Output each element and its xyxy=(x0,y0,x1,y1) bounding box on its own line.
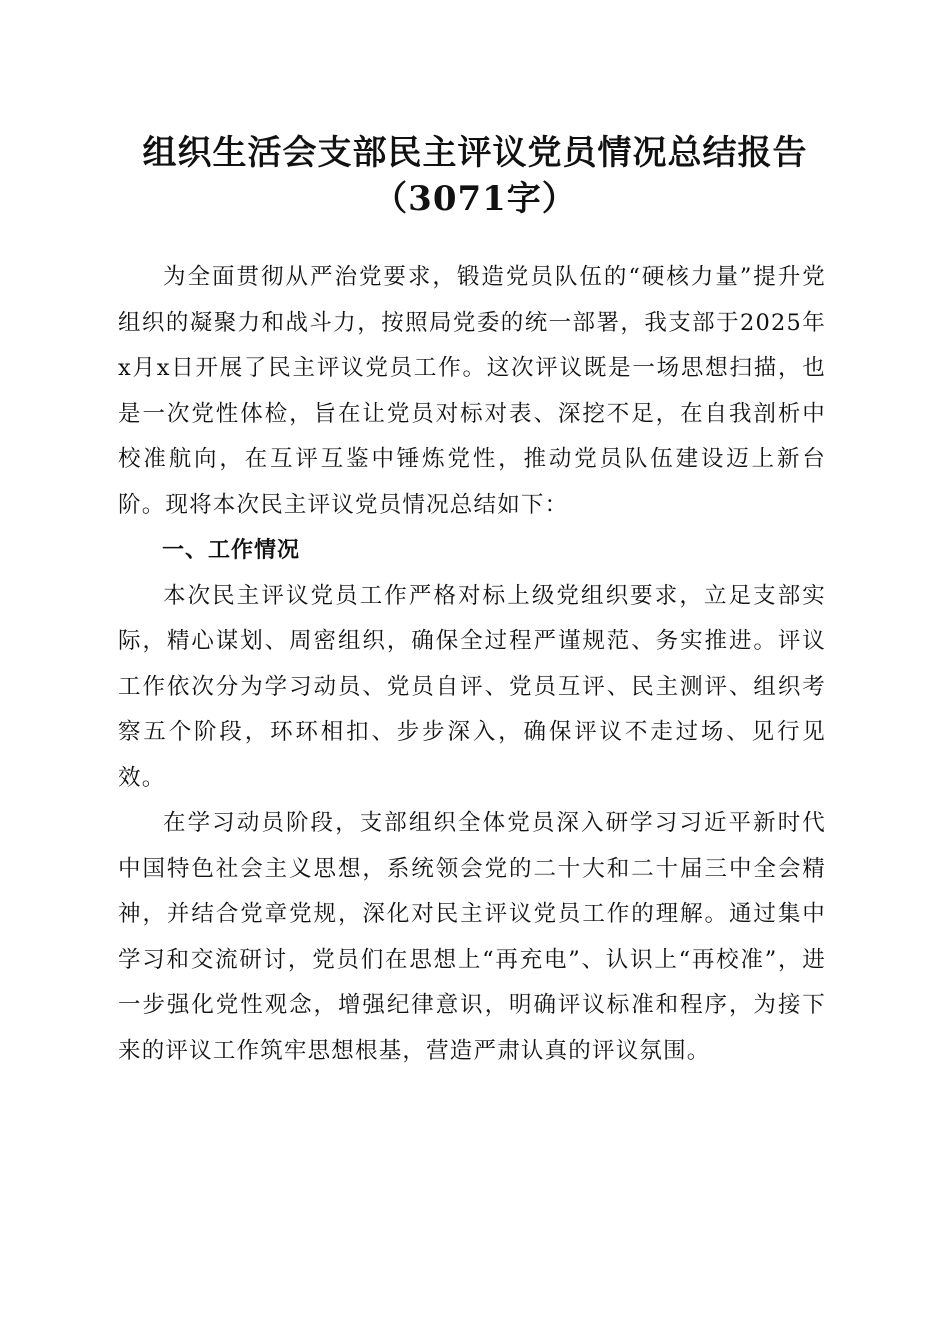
document-title: 组织生活会支部民主评议党员情况总结报告 xyxy=(142,133,808,173)
intro-paragraph: 为全面贯彻从严治党要求，锻造党员队伍的“硬核力量”提升党组织的凝聚力和战斗力，按照局党委的统一部署，我支部于2025年x月x日开展了民主评议党员工作。这次评议既是一场思想扫描，也是一次党性体检，旨在让党员对标对表、深挖不足，在自我剖析中校准航向，在互评互鉴中锤炼党性，推动党员队伍建设迈上新台阶。现将本次民主评议党员情况总结如下： xyxy=(118,264,826,518)
title-block xyxy=(60,130,890,222)
study-mobilization-paragraph: 在学习动员阶段，支部组织全体党员深入研学习习近平新时代中国特色社会主义思想，系统领会党的二十大和二十届三中全会精神，并结合党章党规，深化对民主评议党员工作的理解。通过集中学习和交流研讨，党员们在思想上“再充电”、认识上“再校准”，进一步强化党性观念，增强纪律意识，明确评议标准和程序，为接下来的评议工作筑牢思想根基，营造严肃认真的评议氛围。 xyxy=(118,810,826,1064)
section-heading-work-status: 一、工作情况 xyxy=(162,538,301,563)
document-word-count: （3071字） xyxy=(373,179,577,219)
document-body xyxy=(118,255,826,1074)
work-overview-paragraph: 本次民主评议党员工作严格对标上级党组织要求，立足支部实际，精心谋划、周密组织，确保全过程严谨规范、务实推进。评议工作依次分为学习动员、党员自评、党员互评、民主测评、组织考察五个阶段，环环相扣、步步深入，确保评议不走过场、见行见效。 xyxy=(118,582,826,791)
